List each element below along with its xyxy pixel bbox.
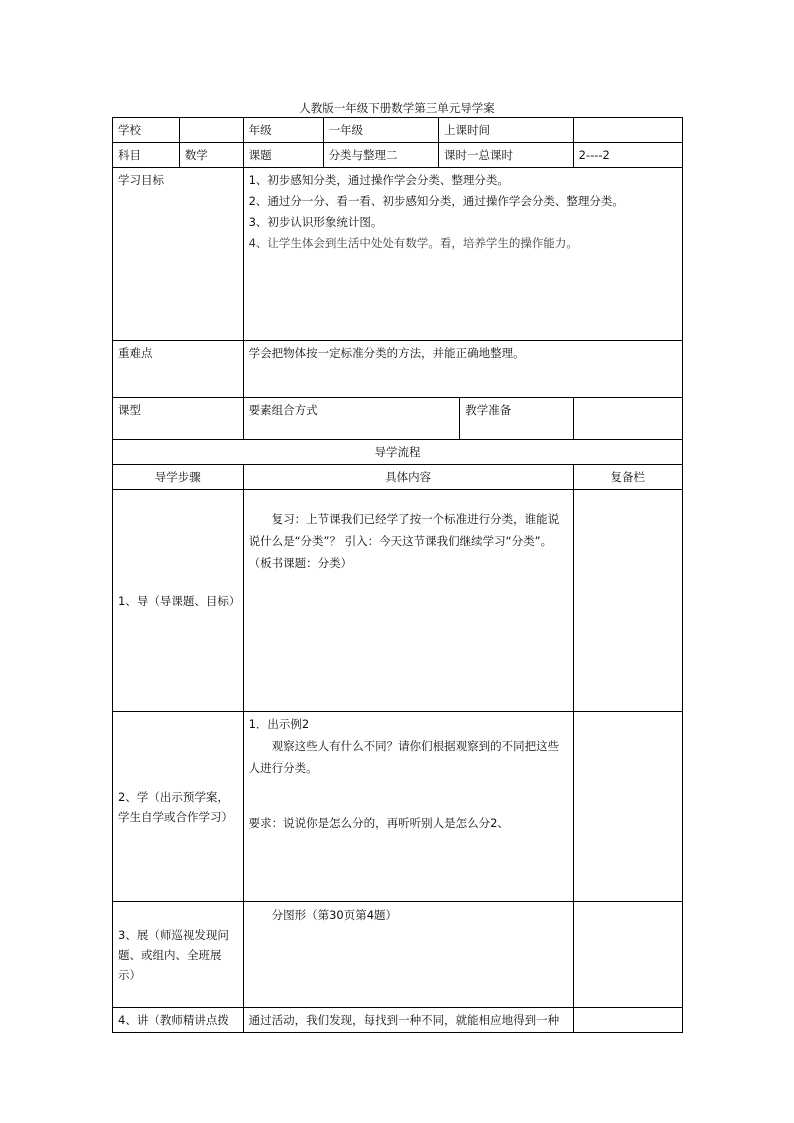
key-points-text: 学会把物体按一定标准分类的方法，并能正确地整理。	[243, 341, 682, 398]
goal-item: 1、初步感知分类，通过操作学会分类、整理分类。	[248, 173, 509, 187]
prep-label: 教学准备	[460, 398, 573, 440]
lesson-plan-table	[112, 117, 683, 1033]
step-4-review	[573, 1008, 682, 1033]
step-2-observe: 观察这些人有什么不同？请你们根据观察到的不同把这些人进行分类。	[248, 739, 560, 775]
class-time-label: 上课时间	[438, 118, 573, 143]
goals-row	[113, 168, 683, 341]
key-points-label: 重难点	[113, 341, 244, 398]
step-1-content	[243, 490, 573, 712]
flow-title: 导学流程	[113, 440, 683, 465]
goal-item: 3、初步认识形象统计图。	[248, 215, 383, 229]
goals-content	[243, 168, 682, 341]
combo-label: 要素组合方式	[243, 398, 460, 440]
col-review-header: 复备栏	[573, 465, 682, 490]
grade-label: 年级	[243, 118, 323, 143]
step-3-label-line: 题、或组内、全班展示）	[118, 947, 222, 982]
period-value: 2----2	[573, 143, 682, 168]
key-points-row	[113, 341, 683, 398]
step-4-content: 通过活动，我们发现，每找到一种不同，就能相应地得到一种	[243, 1008, 573, 1033]
subject-value: 数学	[179, 143, 243, 168]
step-1-text: 复习：上节课我们已经学了按一个标准进行分类，谁能说说什么是“分类”？ 引入：今天这节课我们继续学习“分类”。（板书课题：分类）	[248, 512, 560, 570]
step-2-label	[113, 712, 244, 902]
grade-value: 一年级	[323, 118, 438, 143]
step-3-label-line: 3、展（师巡视发现问	[118, 927, 229, 942]
page-title: 人教版一年级下册数学第三单元导学案	[299, 101, 495, 115]
goal-item: 2、通过分一分、看一看、初步感知分类，通过操作学会分类、整理分类。	[248, 194, 624, 208]
step-3-content	[243, 902, 573, 1008]
topic-value: 分类与整理二	[323, 143, 438, 168]
step-4-label: 4、讲（教师精讲点拨	[113, 1008, 244, 1033]
step-2-require: 要求：说说你是怎么分的，再听听别人是怎么分2、	[248, 816, 509, 830]
topic-label: 课题	[243, 143, 323, 168]
lesson-type-row	[113, 398, 683, 440]
col-content-header: 具体内容	[243, 465, 573, 490]
flow-step-1	[113, 490, 683, 712]
flow-step-2	[113, 712, 683, 902]
flow-step-4	[113, 1008, 683, 1033]
step-2-content	[243, 712, 573, 902]
goals-label: 学习目标	[113, 168, 244, 341]
step-3-label	[113, 902, 244, 1008]
step-3-text: 分图形（第30页第4题）	[271, 908, 398, 922]
lesson-type-label: 课型	[113, 398, 244, 440]
header-row-1	[113, 118, 683, 143]
step-1-label: 1、导（导课题、目标）	[113, 490, 244, 712]
school-label: 学校	[113, 118, 180, 143]
step-2-example: 1．出示例2	[248, 717, 310, 731]
flow-title-row	[113, 440, 683, 465]
goal-item: 4、让学生体会到生活中处处有数学。看，培养学生的操作能力。	[248, 236, 578, 250]
step-2-label-line: 2、学（出示预学案，	[118, 789, 229, 804]
class-time-value	[573, 118, 682, 143]
prep-value	[573, 398, 682, 440]
subject-label: 科目	[113, 143, 180, 168]
step-2-review	[573, 712, 682, 902]
header-row-2	[113, 143, 683, 168]
step-2-label-line: 学生自学或合作学习）	[118, 809, 233, 824]
period-label: 课时一总课时	[438, 143, 573, 168]
col-steps-header: 导学步骤	[113, 465, 244, 490]
flow-step-3	[113, 902, 683, 1008]
step-3-review	[573, 902, 682, 1008]
school-value	[179, 118, 243, 143]
flow-header-row	[113, 465, 683, 490]
step-1-review	[573, 490, 682, 712]
